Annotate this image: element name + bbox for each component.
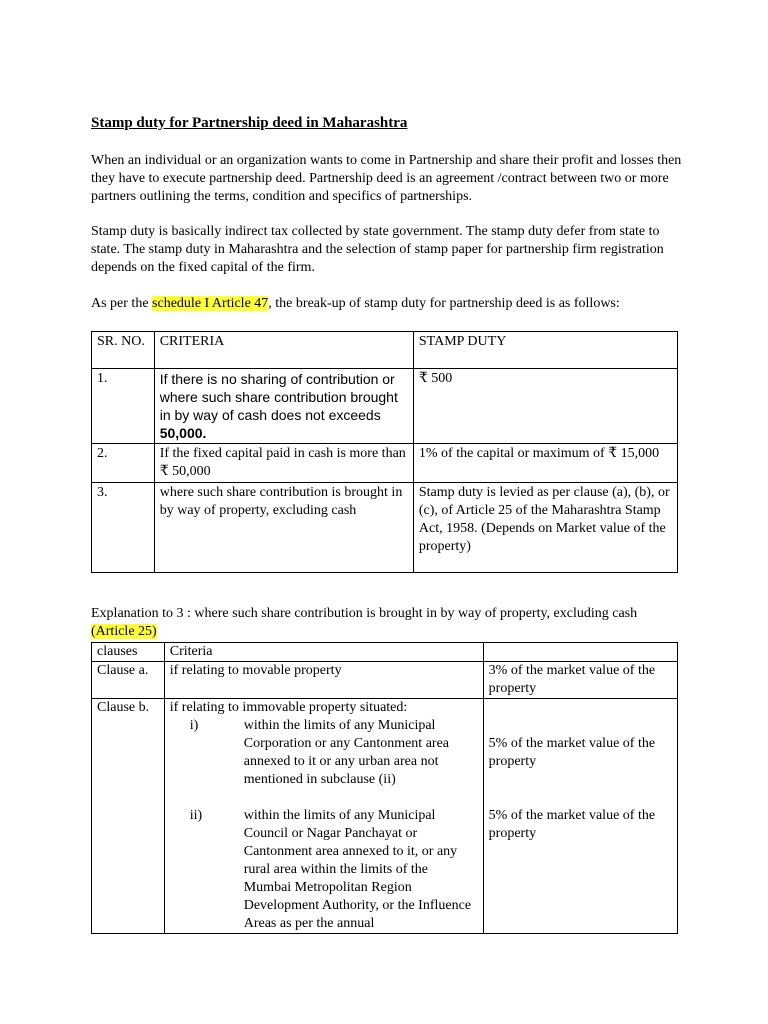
table-row bbox=[92, 699, 678, 934]
header-value bbox=[483, 643, 677, 662]
subclause-i-value: 5% of the market value of the property bbox=[488, 736, 656, 769]
header-sr-no: SR. NO. bbox=[92, 332, 155, 369]
schedule-highlight: schedule I Article 47 bbox=[152, 296, 269, 311]
row-duty: Stamp duty is levied as per clause (a), (b), or (c), of Article 25 of the Maharashtra Stamp Act, 1958. (Depends on Market value of the property) bbox=[413, 483, 677, 573]
stamp-duty-table bbox=[91, 331, 678, 573]
row-criteria: If the fixed capital paid in cash is more than ₹ 50,000 bbox=[154, 444, 413, 483]
header-clauses: clauses bbox=[92, 643, 165, 662]
explanation-body: Explanation to 3 : where such share contribution is brought in by way of property, excluding cash bbox=[91, 606, 638, 621]
table-row bbox=[92, 369, 678, 444]
header-criteria: CRITERIA bbox=[154, 332, 413, 369]
subclause-ii-value: 5% of the market value of the property bbox=[488, 808, 656, 841]
clause-a-label: Clause a. bbox=[92, 662, 165, 699]
table-row bbox=[92, 662, 678, 699]
explanation-text bbox=[91, 605, 681, 641]
schedule-suffix: , the break-up of stamp duty for partnership deed is as follows: bbox=[268, 296, 620, 311]
table-header-row bbox=[92, 643, 678, 662]
row-sr: 1. bbox=[92, 369, 155, 444]
header-criteria: Criteria bbox=[164, 643, 483, 662]
clause-a-criteria: if relating to movable property bbox=[164, 662, 483, 699]
table-row bbox=[92, 444, 678, 483]
subclause-ii-text: within the limits of any Municipal Council or Nagar Panchayat or Cantonment area annexed to it, or any rural area within the limits of the Mumbai Metropolitan Region Development Authority, or the Influence Areas as per the annual bbox=[243, 808, 472, 931]
row-sr: 2. bbox=[92, 444, 155, 483]
clause-b-intro: if relating to immovable property situated: bbox=[169, 700, 408, 715]
page-title: Stamp duty for Partnership deed in Maharashtra bbox=[91, 115, 408, 131]
article-25-table bbox=[91, 642, 678, 934]
header-stamp-duty: STAMP DUTY bbox=[413, 332, 677, 369]
subclause-ii bbox=[190, 807, 478, 933]
row-criteria: where such share contribution is brought in by way of property, excluding cash bbox=[154, 483, 413, 573]
table-header-row bbox=[92, 332, 678, 369]
row-duty: 1% of the capital or maximum of ₹ 15,000 bbox=[413, 444, 677, 483]
subclause-i bbox=[190, 717, 478, 789]
subclause-ii-number: ii) bbox=[189, 808, 203, 823]
clause-b-criteria bbox=[164, 699, 483, 934]
clause-b-label: Clause b. bbox=[92, 699, 165, 934]
schedule-paragraph bbox=[91, 295, 691, 313]
criteria-amount: 50,000. bbox=[159, 425, 207, 441]
explanation-highlight: (Article 25) bbox=[91, 624, 157, 639]
stamp-duty-paragraph: Stamp duty is basically indirect tax collected by state government. The stamp duty defer from state to state. The stamp duty in Maharashtra and the selection of stamp paper for partnership firm registration depends on the fixed capital of the firm. bbox=[91, 224, 664, 275]
subclause-i-number: i) bbox=[189, 718, 199, 733]
criteria-text: If there is no sharing of contribution or where such share contribution brought in by way of cash does not exceeds bbox=[159, 371, 398, 423]
table-row bbox=[92, 483, 678, 573]
schedule-prefix: As per the bbox=[91, 296, 153, 311]
row-duty: ₹ 500 bbox=[413, 369, 677, 444]
clause-b-values bbox=[483, 699, 677, 934]
clause-a-value: 3% of the market value of the property bbox=[483, 662, 677, 699]
row-sr: 3. bbox=[92, 483, 155, 573]
intro-paragraph: When an individual or an organization wants to come in Partnership and share their profit and losses then they have to execute partnership deed. Partnership deed is an agreement /contract between two or more partners outlining the terms, condition and specifics of partnerships. bbox=[91, 153, 682, 204]
row-criteria bbox=[154, 369, 413, 444]
subclause-i-text: within the limits of any Municipal Corporation or any Cantonment area annexed to it or any urban area not mentioned in subclause (ii) bbox=[243, 718, 450, 787]
